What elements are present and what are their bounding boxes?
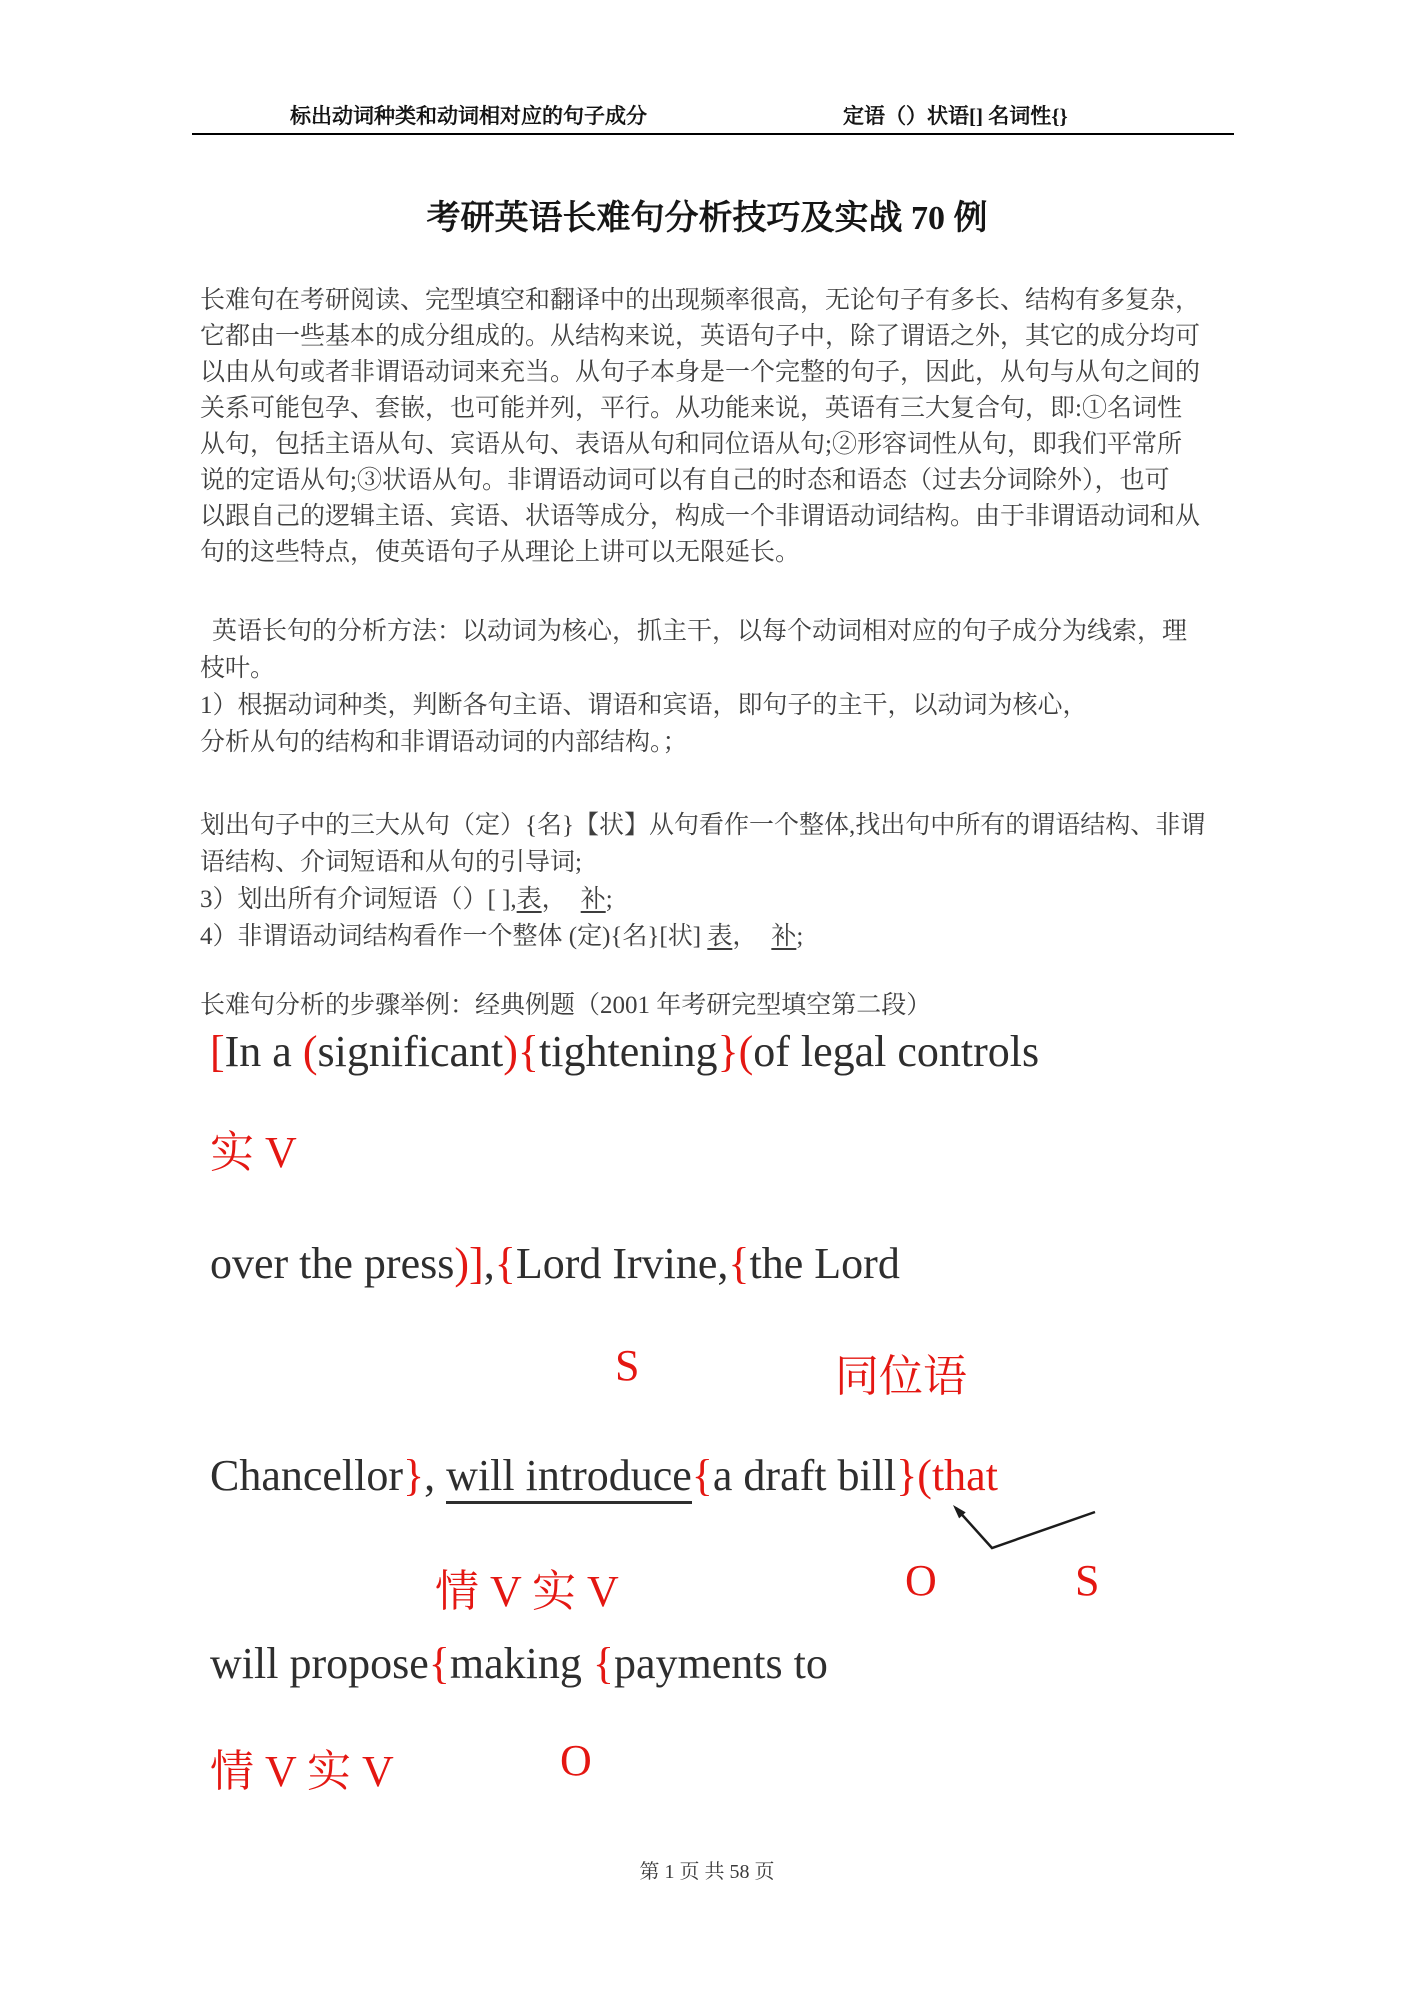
annotation-qing-v-shi-v: 情 V 实 V xyxy=(210,1747,394,1796)
example-line-1 xyxy=(210,1026,1039,1077)
rules-line3-biao: 表 xyxy=(516,886,542,913)
example-text: Lord Irvine, xyxy=(515,1239,729,1288)
method-line: 枝叶。 xyxy=(200,655,276,682)
header-right-text: 定语（）状语[] 名词性{} xyxy=(843,104,1068,128)
annotation-row-1 xyxy=(0,1116,1414,1176)
method-line: 英语长句的分析方法：以动词为核心，抓主干，以每个动词相对应的句子成分为线索，理 xyxy=(212,618,1188,645)
bracket: } xyxy=(403,1451,425,1500)
bracket: [ xyxy=(210,1027,225,1076)
bracket: { xyxy=(592,1639,614,1688)
bracket: ( xyxy=(302,1027,318,1076)
intro-line: 说的定语从句;③状语从句。非谓语动词可以有自己的时态和语态（过去分词除外），也可 xyxy=(200,467,1170,494)
bracket: { xyxy=(494,1239,516,1288)
annotation-subject: S xyxy=(615,1341,640,1390)
example-text: significant xyxy=(317,1027,504,1076)
example-text: , xyxy=(424,1451,447,1500)
method-line: 分析从句的结构和非谓语动词的内部结构。； xyxy=(200,729,688,756)
header-left-text: 标出动词种类和动词相对应的句子成分 xyxy=(290,104,647,128)
bracket: )] xyxy=(454,1239,484,1288)
rules-line4-bu: 补 xyxy=(771,923,797,950)
rules-line xyxy=(200,918,1210,955)
example-text: payments to xyxy=(614,1639,828,1688)
page-title: 考研英语长难句分析技巧及实战 70 例 xyxy=(426,200,988,237)
rules-line xyxy=(200,881,1210,918)
that-connector: (that xyxy=(917,1451,998,1500)
reference-arrow xyxy=(925,1490,1125,1560)
example-text: Chancellor xyxy=(210,1451,404,1500)
example-text: tightening xyxy=(539,1027,718,1076)
rules-line4-end: ; xyxy=(796,923,804,950)
annotation-appositive: 同位语 xyxy=(835,1352,967,1401)
intro-line: 它都由一些基本的成分组成的。从结构来说，英语句子中，除了谓语之外，其它的成分均可 xyxy=(200,323,1201,350)
example-text: making xyxy=(449,1639,593,1688)
annotation-row-4 xyxy=(0,1735,1414,1795)
annotation-object: O xyxy=(560,1736,592,1785)
method-paragraph xyxy=(200,613,1210,761)
intro-line: 以跟自己的逻辑主语、宾语、状语等成分，构成一个非谓语动词结构。由于非谓语动词和从 xyxy=(200,503,1201,530)
rules-line3-end: ; xyxy=(605,886,613,913)
rules-line: 语结构、介词短语和从句的引导词; xyxy=(200,849,582,876)
rules-line4-biao: 表 xyxy=(707,923,733,950)
example-line-4 xyxy=(210,1638,828,1689)
example-text: In a xyxy=(224,1027,303,1076)
example-text: a draft bill xyxy=(712,1451,897,1500)
rules-line3-bu: 补 xyxy=(580,886,606,913)
annotation-shi-v: 实 V xyxy=(210,1128,297,1177)
rules-line3-text: 3）划出所有介词短语（）[ ], xyxy=(200,886,517,913)
bracket: { xyxy=(728,1239,750,1288)
example-text: , xyxy=(483,1239,495,1288)
intro-line: 句的这些特点，使英语句子从理论上讲可以无限延长。 xyxy=(200,539,801,566)
example-text: will propose xyxy=(210,1639,429,1688)
annotation-qing-v-shi-v: 情 V 实 V xyxy=(435,1567,619,1616)
intro-line: 以由从句或者非谓语动词来充当。从句子本身是一个完整的句子，因此，从句与从句之间的 xyxy=(200,359,1201,386)
bracket: ( xyxy=(738,1027,754,1076)
rules-line4-comma: ， xyxy=(732,923,758,950)
rules-line4-text: 4）非谓语动词结构看作一个整体 (定){名}[状] xyxy=(200,923,708,950)
annotation-row-3 xyxy=(0,1555,1414,1615)
intro-paragraph xyxy=(200,283,1210,571)
example-line-3 xyxy=(210,1450,998,1501)
bracket: { xyxy=(691,1451,713,1500)
bracket: { xyxy=(517,1027,540,1076)
example-text: over the press xyxy=(210,1239,455,1288)
underlined-verb: will introduce xyxy=(446,1451,692,1504)
footer-page-number: 第 1 页 共 58 页 xyxy=(639,1861,775,1883)
intro-line: 从句，包括主语从句、宾语从句、表语从句和同位语从句;②形容词性从句，即我们平常所 xyxy=(200,431,1182,458)
intro-line: 长难句在考研阅读、完型填空和翻译中的出现频率很高，无论句子有多长、结构有多复杂， xyxy=(200,287,1201,314)
example-text: the Lord xyxy=(749,1239,900,1288)
method-line: 1）根据动词种类，判断各句主语、谓语和宾语，即句子的主干，以动词为核心， xyxy=(200,692,1088,719)
rules-line3-comma: ， xyxy=(541,886,567,913)
example-line-2 xyxy=(210,1238,900,1289)
header-rule xyxy=(192,133,1234,135)
steps-caption: 长难句分析的步骤举例：经典例题（2001 年考研完型填空第二段） xyxy=(200,992,932,1019)
rules-line: 划出句子中的三大从句（定）{名}【状】从句看作一个整体,找出句中所有的谓语结构、非谓 xyxy=(200,812,1206,839)
bracket: } xyxy=(717,1027,739,1076)
bracket: } xyxy=(896,1451,918,1500)
intro-line: 关系可能包孕、套嵌，也可能并列，平行。从功能来说，英语有三大复合句，即:①名词性 xyxy=(200,395,1182,422)
example-text: of legal controls xyxy=(753,1027,1040,1076)
annotation-subject: S xyxy=(1075,1556,1100,1605)
annotation-row-2 xyxy=(0,1340,1414,1400)
rules-paragraph xyxy=(200,807,1210,955)
bracket: { xyxy=(428,1639,450,1688)
annotation-object: O xyxy=(905,1556,937,1605)
bracket: ) xyxy=(503,1027,518,1076)
